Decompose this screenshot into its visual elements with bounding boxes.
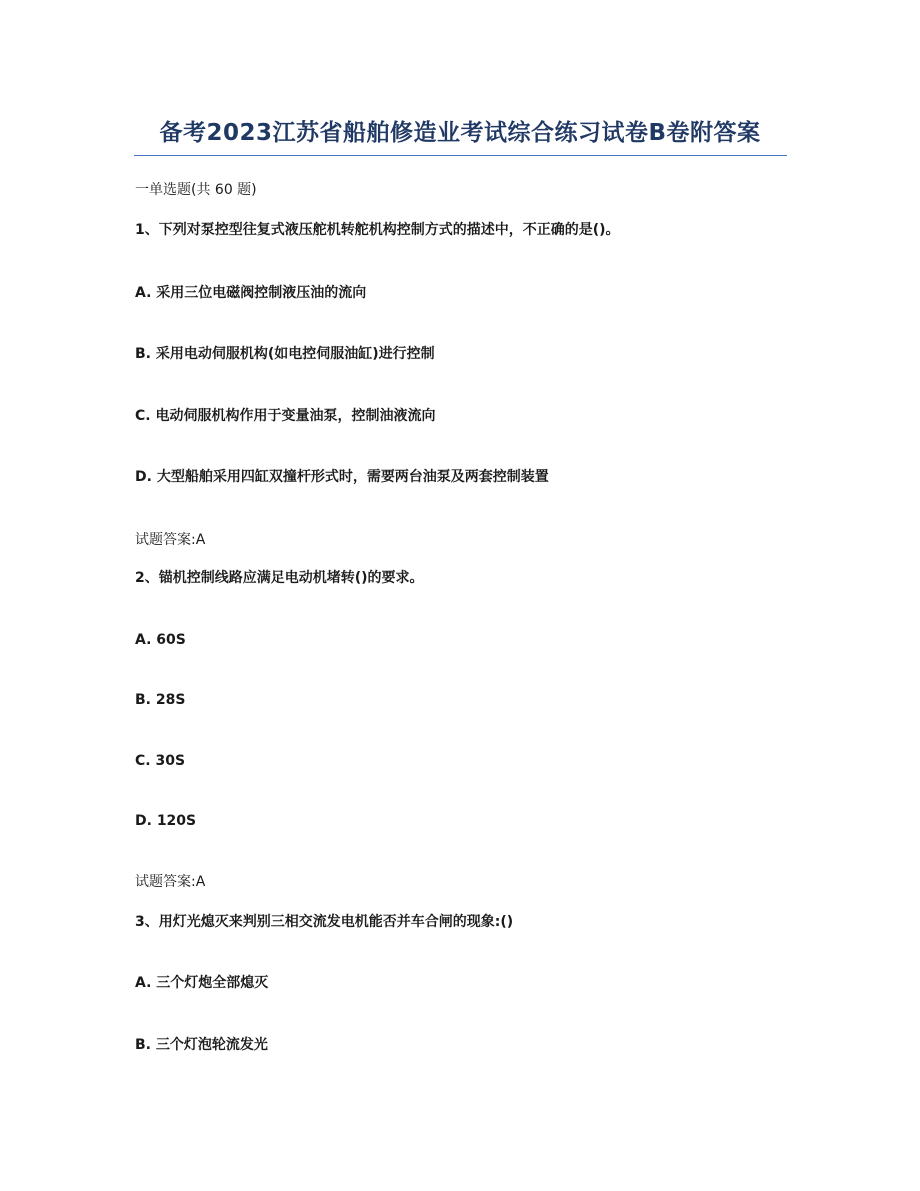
document-title: 备考2023江苏省船舶修造业考试综合练习试卷B卷附答案: [159, 120, 761, 146]
question-2-option-c: C. 30S: [135, 753, 186, 769]
question-2-text: 2、锚机控制线路应满足电动机堵转()的要求。: [135, 570, 424, 586]
question-1-option-d: D. 大型船舶采用四缸双撞杆形式时，需要两台油泵及两套控制装置: [135, 469, 549, 485]
question-3-text: 3、用灯光熄灭来判别三相交流发电机能否并车合闸的现象:(): [135, 914, 514, 930]
question-3-option-a: A. 三个灯炮全部熄灭: [135, 975, 269, 991]
title-underline: [134, 155, 787, 156]
question-1-text: 1、下列对泵控型往复式液压舵机转舵机构控制方式的描述中，不正确的是()。: [135, 222, 620, 238]
question-2-answer: 试题答案:A: [135, 874, 206, 890]
question-2-option-a: A. 60S: [135, 632, 186, 648]
question-1-answer: 试题答案:A: [135, 532, 206, 548]
question-2-option-b: B. 28S: [135, 692, 186, 708]
question-1-option-c: C. 电动伺服机构作用于变量油泵，控制油液流向: [135, 408, 436, 424]
question-2-option-d: D. 120S: [135, 813, 197, 829]
question-1-option-a: A. 采用三位电磁阀控制液压油的流向: [135, 285, 367, 301]
section-header: 一单选题(共 60 题): [135, 182, 257, 198]
question-1-option-b: B. 采用电动伺服机构(如电控伺服油缸)进行控制: [135, 346, 435, 362]
question-3-option-b: B. 三个灯泡轮流发光: [135, 1037, 268, 1053]
